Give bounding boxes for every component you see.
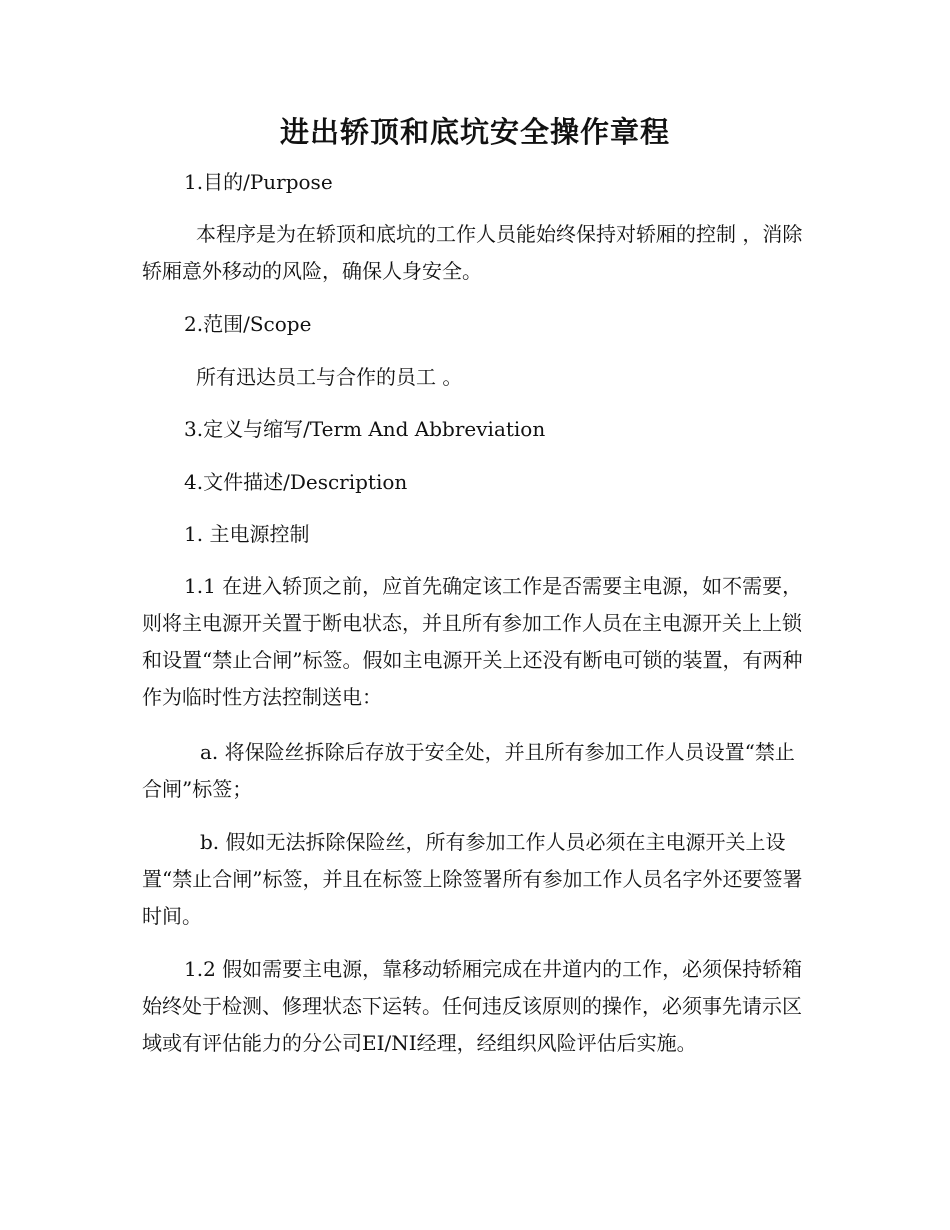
document-title: 进出轿顶和底坑安全操作章程 [279, 115, 670, 149]
paragraph-1-2: 1.2 假如需要主电源，靠移动轿厢完成在井道内的工作，必须保持轿箱始终处于检测、修理状态下运转。任何违反该原则的操作，必须事先请示区域或有评估能力的分公司EI/NI经理，经组织风险评估后实施。 [142, 957, 803, 1055]
list-item-b: b. 假如无法拆除保险丝，所有参加工作人员必须在主电源开关上设置“禁止合闸”标签，并且在标签上除签署所有参加工作人员名字外还要签署时间。 [142, 830, 803, 928]
list-item-a: a. 将保险丝拆除后存放于安全处，并且所有参加工作人员设置“禁止合闸”标签； [142, 740, 795, 801]
purpose-paragraph: 本程序是为在轿顶和底坑的工作人员能始终保持对轿厢的控制 ，消除轿厢意外移动的风险，确保人身安全。 [142, 222, 803, 283]
description-heading: 4.文件描述/Description [184, 470, 408, 494]
scope-paragraph: 所有迅达员工与合作的员工 。 [196, 365, 463, 389]
purpose-heading: 1.目的/Purpose [184, 170, 333, 194]
main-power-heading: 1. 主电源控制 [184, 522, 310, 546]
paragraph-1-1: 1.1 在进入轿顶之前，应首先确定该工作是否需要主电源，如不需要，则将主电源开关置于断电状态，并且所有参加工作人员在主电源开关上上锁和设置“禁止合闸”标签。假如主电源开关上还没有断电可锁的装置，有两种作为临时性方法控制送电： [142, 574, 803, 709]
terms-heading: 3.定义与缩写/Term And Abbreviation [184, 417, 546, 441]
scope-heading: 2.范围/Scope [184, 312, 312, 336]
